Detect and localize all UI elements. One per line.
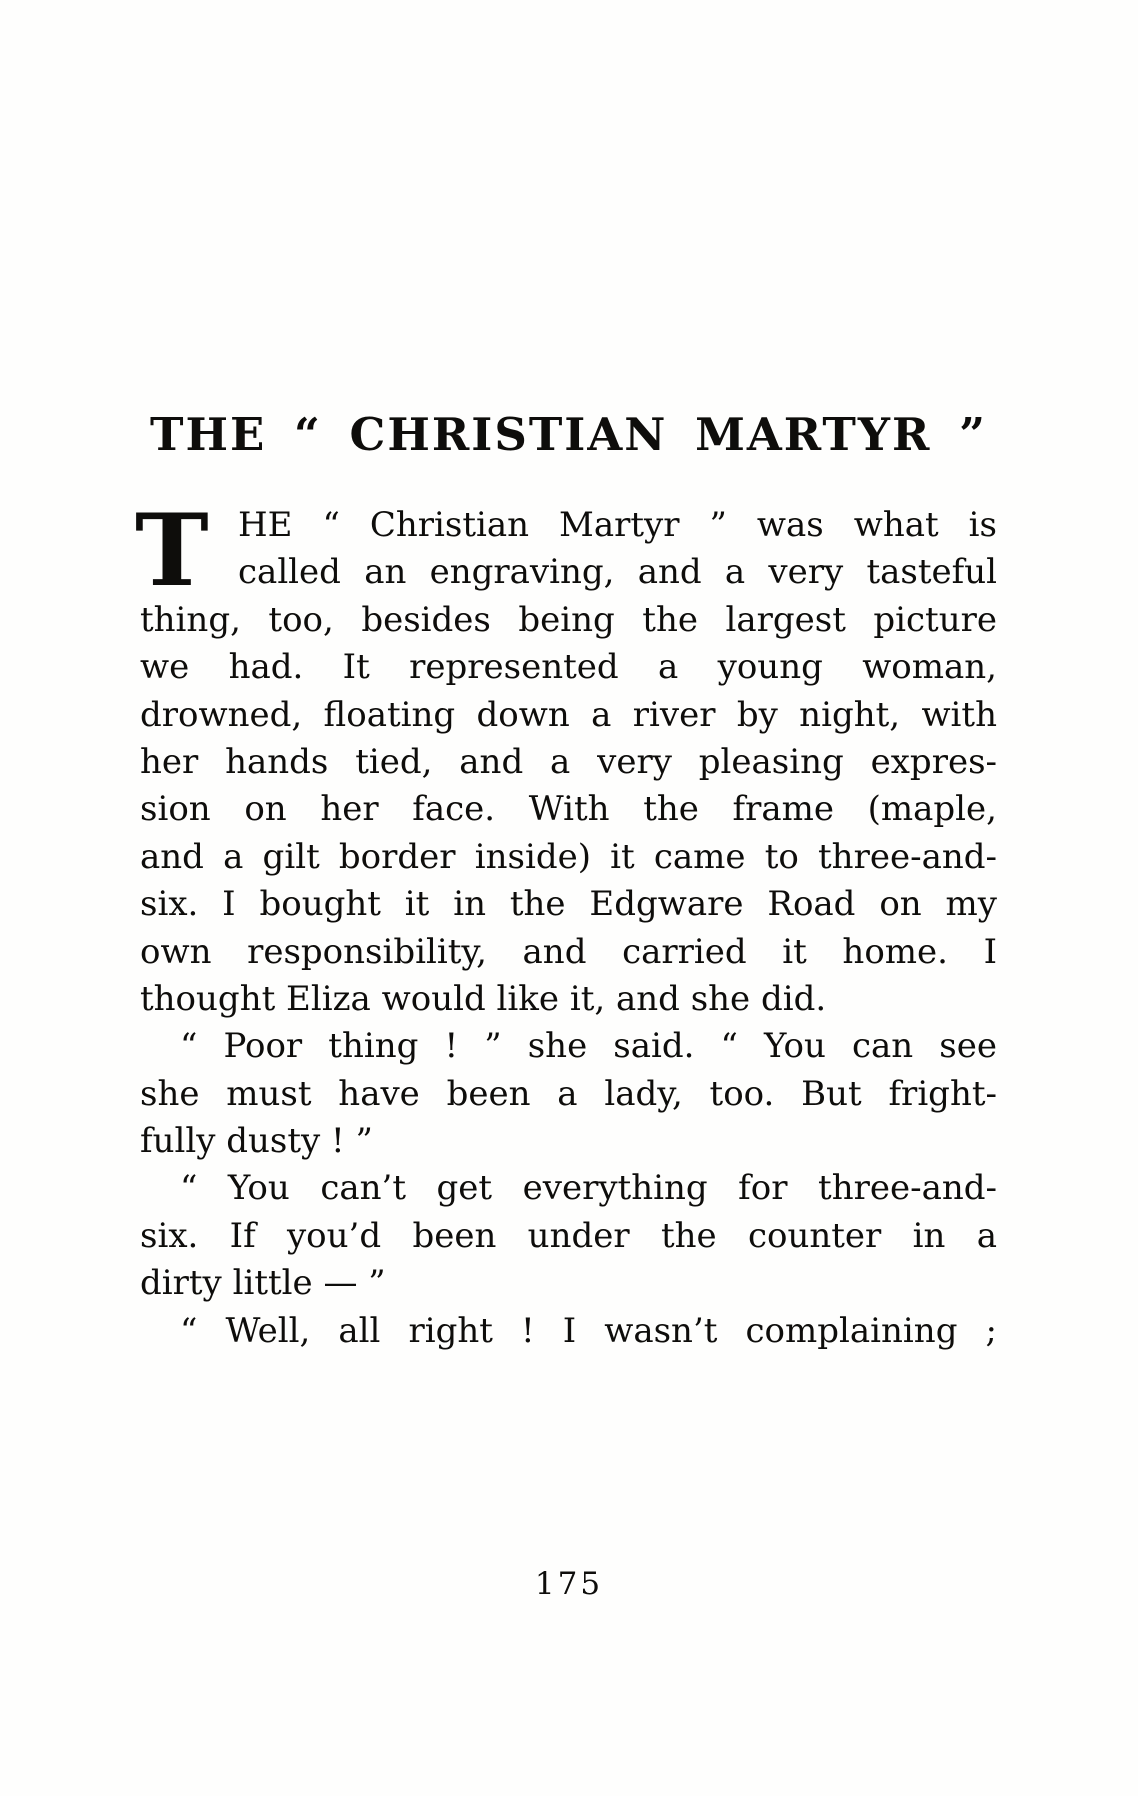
text-line: called an engraving, and a very tasteful bbox=[238, 552, 997, 593]
text-line: and a gilt border inside) it came to three-and- bbox=[140, 836, 997, 877]
paragraph-3 bbox=[140, 1165, 997, 1307]
text-line: “ You can’t get everything for three-and- bbox=[180, 1168, 997, 1209]
text-line: “ Poor thing ! ” she said. “ You can see bbox=[180, 1026, 997, 1067]
text-line: we had. It represented a young woman, bbox=[140, 647, 997, 688]
text-line: sion on her face. With the frame (maple, bbox=[140, 789, 997, 830]
text-block bbox=[135, 408, 997, 1355]
text-line: her hands tied, and a very pleasing expres- bbox=[140, 741, 997, 782]
text-line: six. I bought it in the Edgware Road on my bbox=[140, 884, 997, 925]
text-line: own responsibility, and carried it home. I bbox=[140, 931, 997, 972]
text-line: dirty little — ” bbox=[140, 1263, 386, 1304]
text-line: HE “ Christian Martyr ” was what is bbox=[238, 505, 997, 545]
page-title: THE “ CHRISTIAN MARTYR ” bbox=[150, 408, 987, 461]
text-line: thing, too, besides being the largest picture bbox=[140, 599, 997, 640]
text-line: “ Well, all right ! I wasn’t complaining ; bbox=[180, 1310, 997, 1351]
text-line: thought Eliza would like it, and she did. bbox=[140, 978, 827, 1019]
body-text bbox=[135, 493, 997, 1355]
paragraph-4 bbox=[140, 1308, 997, 1355]
text-line: she must have been a lady, too. But fright- bbox=[140, 1073, 997, 1114]
paragraph-2 bbox=[140, 1023, 997, 1165]
paragraph-1 bbox=[135, 493, 997, 1023]
text-line: fully dusty ! ” bbox=[140, 1121, 373, 1162]
text-line: drowned, floating down a river by night, with bbox=[140, 694, 997, 735]
drop-cap: T bbox=[135, 493, 209, 609]
page-number: 175 bbox=[534, 1566, 604, 1602]
text-line: six. If you’d been under the counter in a bbox=[140, 1215, 997, 1256]
